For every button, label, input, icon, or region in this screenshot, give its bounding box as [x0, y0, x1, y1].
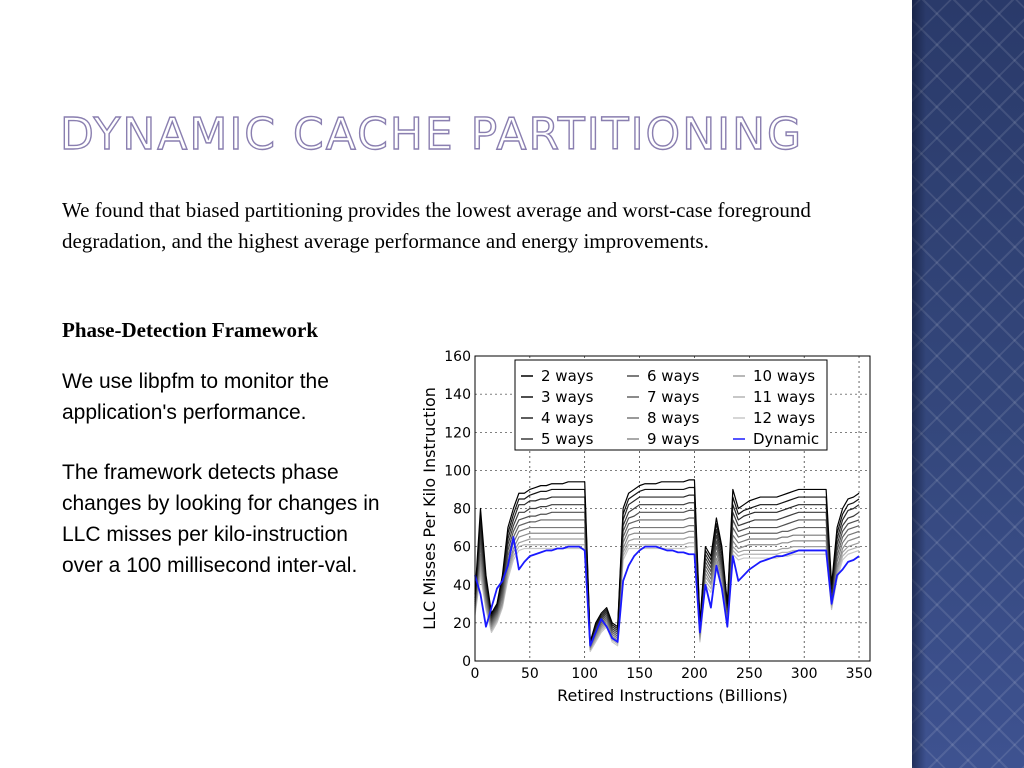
y-tick-label: 100 — [444, 463, 471, 480]
legend-label: 8 ways — [647, 409, 700, 427]
series-line-3-ways — [475, 488, 859, 642]
decorative-side-panel — [912, 0, 1024, 768]
legend-label: 6 ways — [647, 367, 700, 385]
series-line-4-ways — [475, 495, 859, 644]
y-tick-label: 140 — [444, 387, 471, 404]
llc-misses-chart — [405, 338, 885, 708]
x-tick-label: 350 — [845, 666, 873, 682]
y-axis-label: LLC Misses Per Kilo Instruction — [420, 387, 439, 630]
intro-paragraph: We found that biased partitioning provides the lowest average and worst-case foreground degradation, and the highest average performance and energy improvements. — [62, 198, 811, 253]
x-axis-label: Retired Instructions (Billions) — [557, 686, 788, 705]
chart-series-layer — [475, 480, 859, 652]
x-tick-label: 300 — [790, 666, 818, 682]
legend-label: 10 ways — [753, 367, 816, 385]
legend-label: Dynamic — [753, 430, 820, 448]
y-tick-label: 160 — [444, 349, 471, 365]
legend-label: 3 ways — [541, 388, 594, 406]
y-tick-label: 60 — [453, 539, 471, 556]
series-line-12-ways — [475, 547, 859, 652]
legend-label: 4 ways — [541, 409, 594, 427]
y-tick-label: 20 — [453, 615, 471, 632]
legend-label: 12 ways — [753, 409, 816, 427]
y-tick-label: 0 — [462, 654, 471, 670]
x-tick-label: 50 — [520, 666, 539, 682]
legend-label: 11 ways — [753, 388, 816, 406]
series-line-8-ways — [475, 526, 859, 648]
chart-svg — [405, 338, 885, 708]
x-tick-label: 0 — [470, 666, 480, 682]
body-paragraph-phase-detection: The framework detects phase changes by looking for changes in LLC misses per kilo-instruction over a 100 millisecond inter-val. — [62, 461, 380, 577]
section-heading: Phase-Detection Framework — [62, 318, 318, 342]
y-tick-label: 120 — [444, 425, 471, 442]
y-tick-label: 40 — [453, 577, 471, 594]
x-tick-label: 100 — [571, 666, 599, 682]
y-tick-label: 80 — [453, 501, 471, 518]
legend-label: 2 ways — [541, 367, 594, 385]
x-tick-label: 200 — [681, 666, 708, 682]
slide-title: DYNAMIC CACHE PARTITIONING — [60, 109, 804, 160]
series-line-11-ways — [475, 543, 859, 650]
series-line-dynamic — [475, 537, 859, 646]
x-tick-label: 250 — [735, 666, 763, 682]
chart-legend — [515, 360, 827, 450]
series-line-7-ways — [475, 518, 859, 646]
legend-label: 9 ways — [647, 430, 700, 448]
x-tick-label: 150 — [626, 666, 653, 682]
legend-label: 7 ways — [647, 388, 700, 406]
series-line-6-ways — [475, 510, 859, 645]
legend-label: 5 ways — [541, 430, 594, 448]
body-paragraph-libpfm: We use libpfm to monitor the application's performance. — [62, 370, 329, 424]
